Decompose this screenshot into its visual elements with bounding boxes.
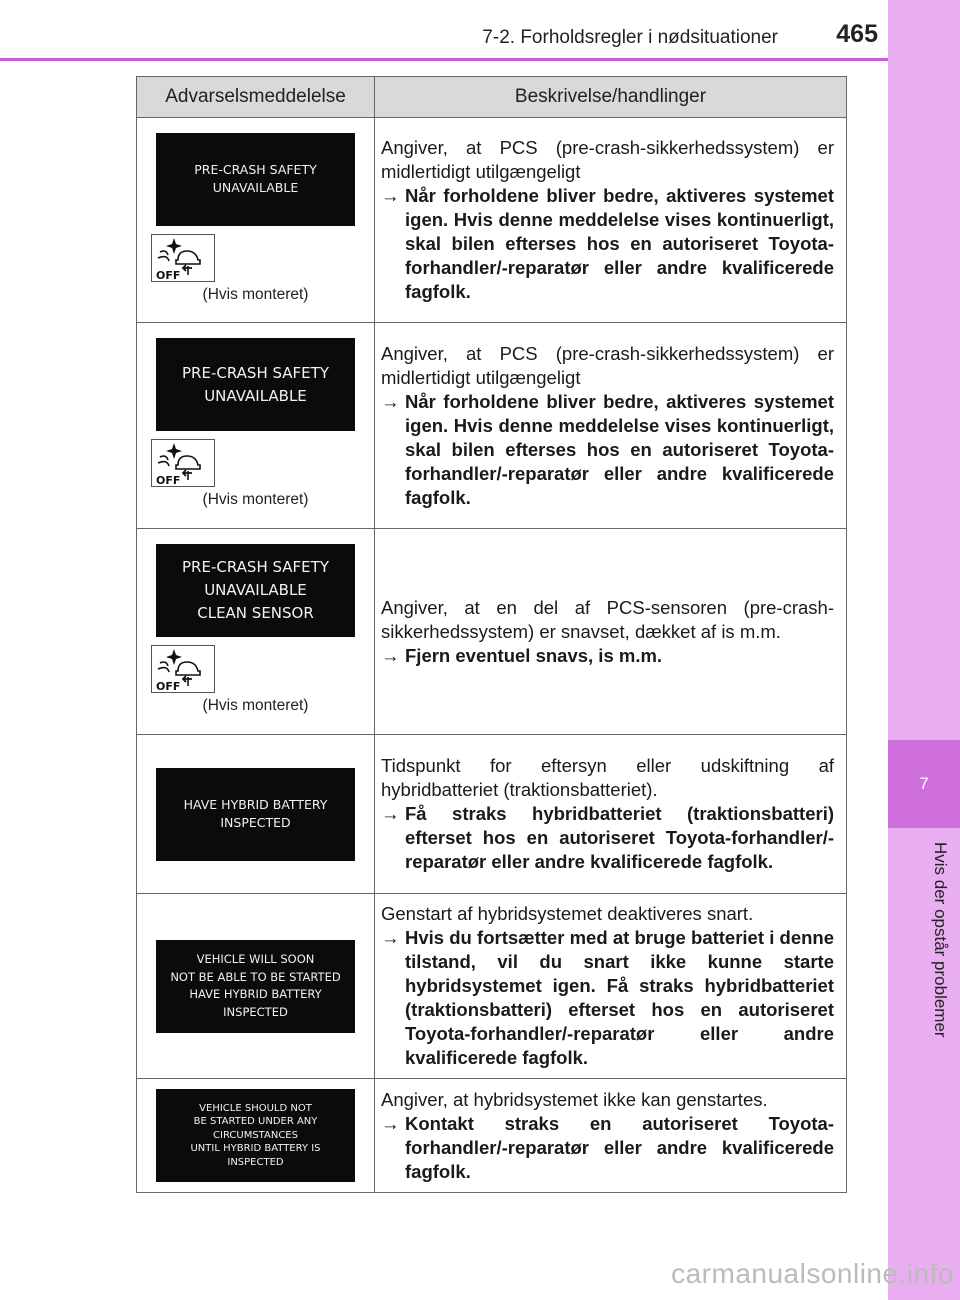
table-row xyxy=(137,529,847,735)
description-cell xyxy=(375,529,847,735)
icon-label: OFF xyxy=(156,268,181,281)
description-text: Angiver, at hybridsystemet ikke kan genstartes. xyxy=(381,1088,768,1110)
arrow-icon: → xyxy=(381,1112,400,1134)
action-text: Få straks hybridbatteriet (traktionsbatteri) efterset hos en autoriseret Toyota-forhandler/-reparatør eller andre kvalificerede fagfolk. xyxy=(405,803,834,872)
warning-message-cell xyxy=(137,323,375,529)
display-line: BE STARTED UNDER ANY xyxy=(193,1116,318,1128)
display-message xyxy=(156,1089,355,1182)
icon-label: OFF xyxy=(156,474,181,486)
description-text: Angiver, at en del af PCS-sensoren (pre-crash-sikkerhedssystem) er snavset, dækket af is m.m. xyxy=(381,596,834,642)
warning-message-cell xyxy=(137,735,375,894)
display-line: PRE-CRASH SAFETY xyxy=(182,363,329,382)
column-header-description: Beskrivelse/handlinger xyxy=(375,77,847,118)
arrow-icon: → xyxy=(381,927,400,948)
arrow-icon: → xyxy=(381,803,400,824)
warning-message-cell xyxy=(137,894,375,1079)
description-cell xyxy=(375,894,847,1079)
fitted-note: (Hvis monteret) xyxy=(202,491,309,508)
description-cell xyxy=(375,323,847,529)
arrow-icon: → xyxy=(381,390,400,412)
action-item xyxy=(381,184,834,304)
display-line: PRE-CRASH SAFETY xyxy=(182,558,329,576)
action-item xyxy=(381,926,834,1070)
display-line: VEHICLE WILL SOON xyxy=(196,952,315,966)
warning-message-cell xyxy=(137,1079,375,1193)
page-number: 465 xyxy=(836,20,878,48)
display-message xyxy=(156,940,355,1033)
action-item xyxy=(381,1112,834,1184)
chapter-side-tab xyxy=(888,0,960,1300)
column-header-message: Advarselsmeddelelse xyxy=(137,77,375,118)
display-line: INSPECTED xyxy=(227,1156,284,1168)
display-line: INSPECTED xyxy=(220,815,291,830)
action-item xyxy=(381,390,834,510)
pcs-off-icon xyxy=(151,234,215,282)
description-text: Genstart af hybridsystemet deaktiveres snart. xyxy=(381,903,754,924)
warning-message-cell xyxy=(137,529,375,735)
display-line: VEHICLE SHOULD NOT xyxy=(199,1102,312,1114)
display-line: CIRCUMSTANCES xyxy=(213,1129,298,1141)
action-item xyxy=(381,644,834,668)
pcs-off-icon xyxy=(151,645,215,693)
header-rule xyxy=(0,58,888,61)
section-title: 7-2. Forholdsregler i nødsituationer xyxy=(482,27,778,48)
display-line: NOT BE ABLE TO BE STARTED xyxy=(170,969,341,984)
table-row xyxy=(137,735,847,894)
display-line: UNAVAILABLE xyxy=(204,386,307,405)
display-line: UNTIL HYBRID BATTERY IS xyxy=(190,1143,321,1155)
table-row xyxy=(137,1079,847,1193)
table-row xyxy=(137,323,847,529)
warning-table xyxy=(136,76,847,1193)
display-message xyxy=(156,133,355,226)
description-cell xyxy=(375,735,847,894)
display-line: UNAVAILABLE xyxy=(204,581,307,599)
action-text: Når forholdene bliver bedre, aktiveres systemet igen. Hvis denne meddelelse vises kontinuerligt, skal bilen efterses hos en autoriseret Toyota-forhandler/-reparatør eller andre kvalificerede fagfolk. xyxy=(405,185,834,302)
fitted-note: (Hvis monteret) xyxy=(202,697,309,714)
action-text: Kontakt straks en autoriseret Toyota-forhandler/-reparatør eller andre kvalificerede fagfolk. xyxy=(405,1112,834,1182)
watermark: carmanualsonline.info xyxy=(671,1258,954,1289)
page-header xyxy=(0,0,888,60)
display-message xyxy=(156,768,355,861)
display-line: UNAVAILABLE xyxy=(212,180,299,195)
chapter-title: Hvis der opstår problemer xyxy=(931,842,950,1038)
table-row xyxy=(137,118,847,323)
table-header-row xyxy=(137,77,847,118)
display-line: HAVE HYBRID BATTERY xyxy=(189,987,322,1001)
table-row xyxy=(137,894,847,1079)
pcs-off-icon xyxy=(151,439,215,487)
action-text: Fjern eventuel snavs, is m.m. xyxy=(405,644,663,666)
arrow-icon: → xyxy=(381,644,400,666)
display-line: HAVE HYBRID BATTERY xyxy=(183,797,328,812)
description-text: Tidspunkt for eftersyn eller udskiftning af hybridbatteriet (traktionsbatteriet). xyxy=(381,755,834,800)
icon-label: OFF xyxy=(156,680,181,692)
arrow-icon: → xyxy=(381,185,400,206)
warning-message-cell xyxy=(137,118,375,323)
description-cell xyxy=(375,1079,847,1193)
display-message xyxy=(156,338,355,431)
description-cell xyxy=(375,118,847,323)
display-line: INSPECTED xyxy=(223,1004,288,1019)
description-text: Angiver, at PCS (pre-crash-sikkerhedssystem) er midlertidigt utilgængeligt xyxy=(381,342,834,388)
action-text: Når forholdene bliver bedre, aktiveres systemet igen. Hvis denne meddelelse vises kontinuerligt, skal bilen efterses hos en autoriseret Toyota-forhandler/-reparatør eller andre kvalificerede fagfolk. xyxy=(405,390,834,508)
display-message xyxy=(156,544,355,637)
chapter-number: 7 xyxy=(888,740,960,828)
fitted-note: (Hvis monteret) xyxy=(202,285,309,303)
display-line: CLEAN SENSOR xyxy=(197,604,314,622)
description-text: Angiver, at PCS (pre-crash-sikkerhedssystem) er midlertidigt utilgængeligt xyxy=(381,137,834,182)
action-item xyxy=(381,802,834,874)
display-line: PRE-CRASH SAFETY xyxy=(194,162,317,177)
action-text: Hvis du fortsætter med at bruge batteriet i denne tilstand, vil du snart ikke kunne starte hybridsystemet igen. Få straks hybridbatteriet (traktionsbatteri) efterset hos en autoriseret Toyota-forhandler/-reparatør eller andre kvalificerede fagfolk. xyxy=(405,927,834,1068)
